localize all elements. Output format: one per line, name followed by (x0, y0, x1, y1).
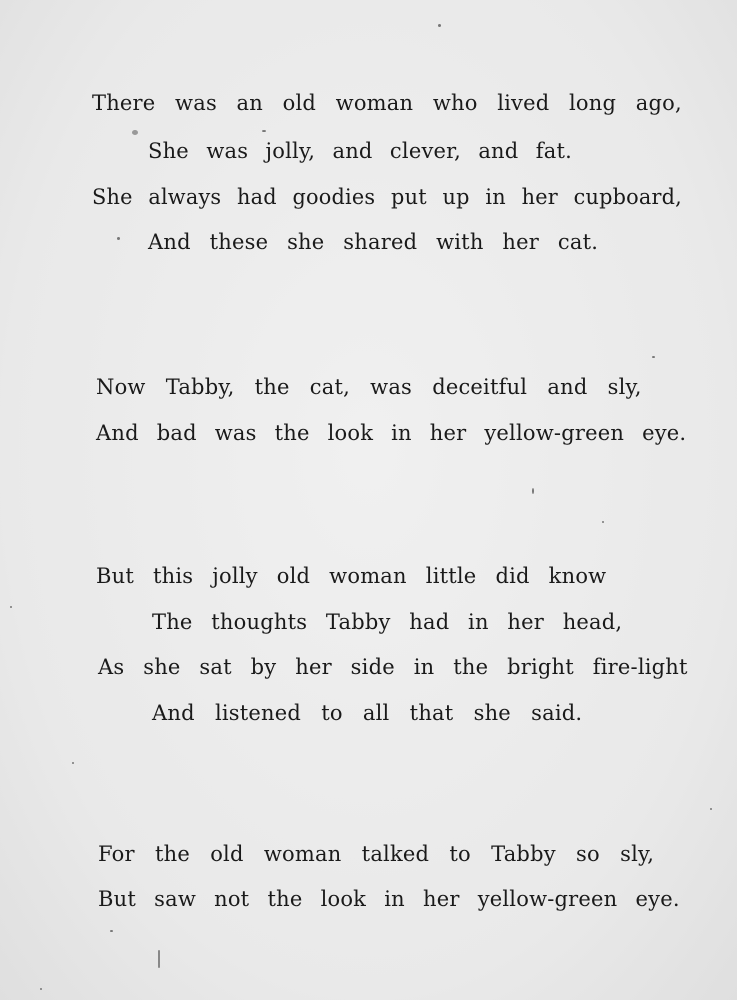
poem-line: She always had goodies put up in her cupboard, (92, 185, 682, 209)
poem-line: As she sat by her side in the bright fire-light (98, 655, 688, 679)
ink-speck (652, 356, 655, 358)
ink-speck (110, 930, 113, 932)
poem-line: She was jolly, and clever, and fat. (148, 139, 572, 163)
ink-speck (438, 24, 441, 27)
ink-speck (72, 762, 74, 764)
poem-line: For the old woman talked to Tabby so sly, (98, 842, 655, 866)
ink-speck (532, 488, 534, 494)
poem-line: But saw not the look in her yellow-green eye. (98, 887, 680, 911)
ink-speck (132, 130, 138, 135)
poem-line: And listened to all that she said. (152, 701, 583, 725)
ink-speck (602, 521, 604, 523)
ink-speck (158, 950, 160, 968)
poem-line: And these she shared with her cat. (148, 230, 599, 254)
poem-line: And bad was the look in her yellow-green eye. (96, 421, 687, 445)
poem-line: But this jolly old woman little did know (96, 564, 607, 588)
ink-speck (117, 237, 120, 240)
ink-speck (262, 130, 266, 132)
poem-line: There was an old woman who lived long ago, (92, 91, 682, 115)
ink-speck (40, 988, 42, 990)
poem-line: The thoughts Tabby had in her head, (152, 610, 623, 634)
ink-speck (710, 808, 712, 810)
poem-line: Now Tabby, the cat, was deceitful and sly, (96, 375, 642, 399)
ink-speck (10, 606, 12, 608)
